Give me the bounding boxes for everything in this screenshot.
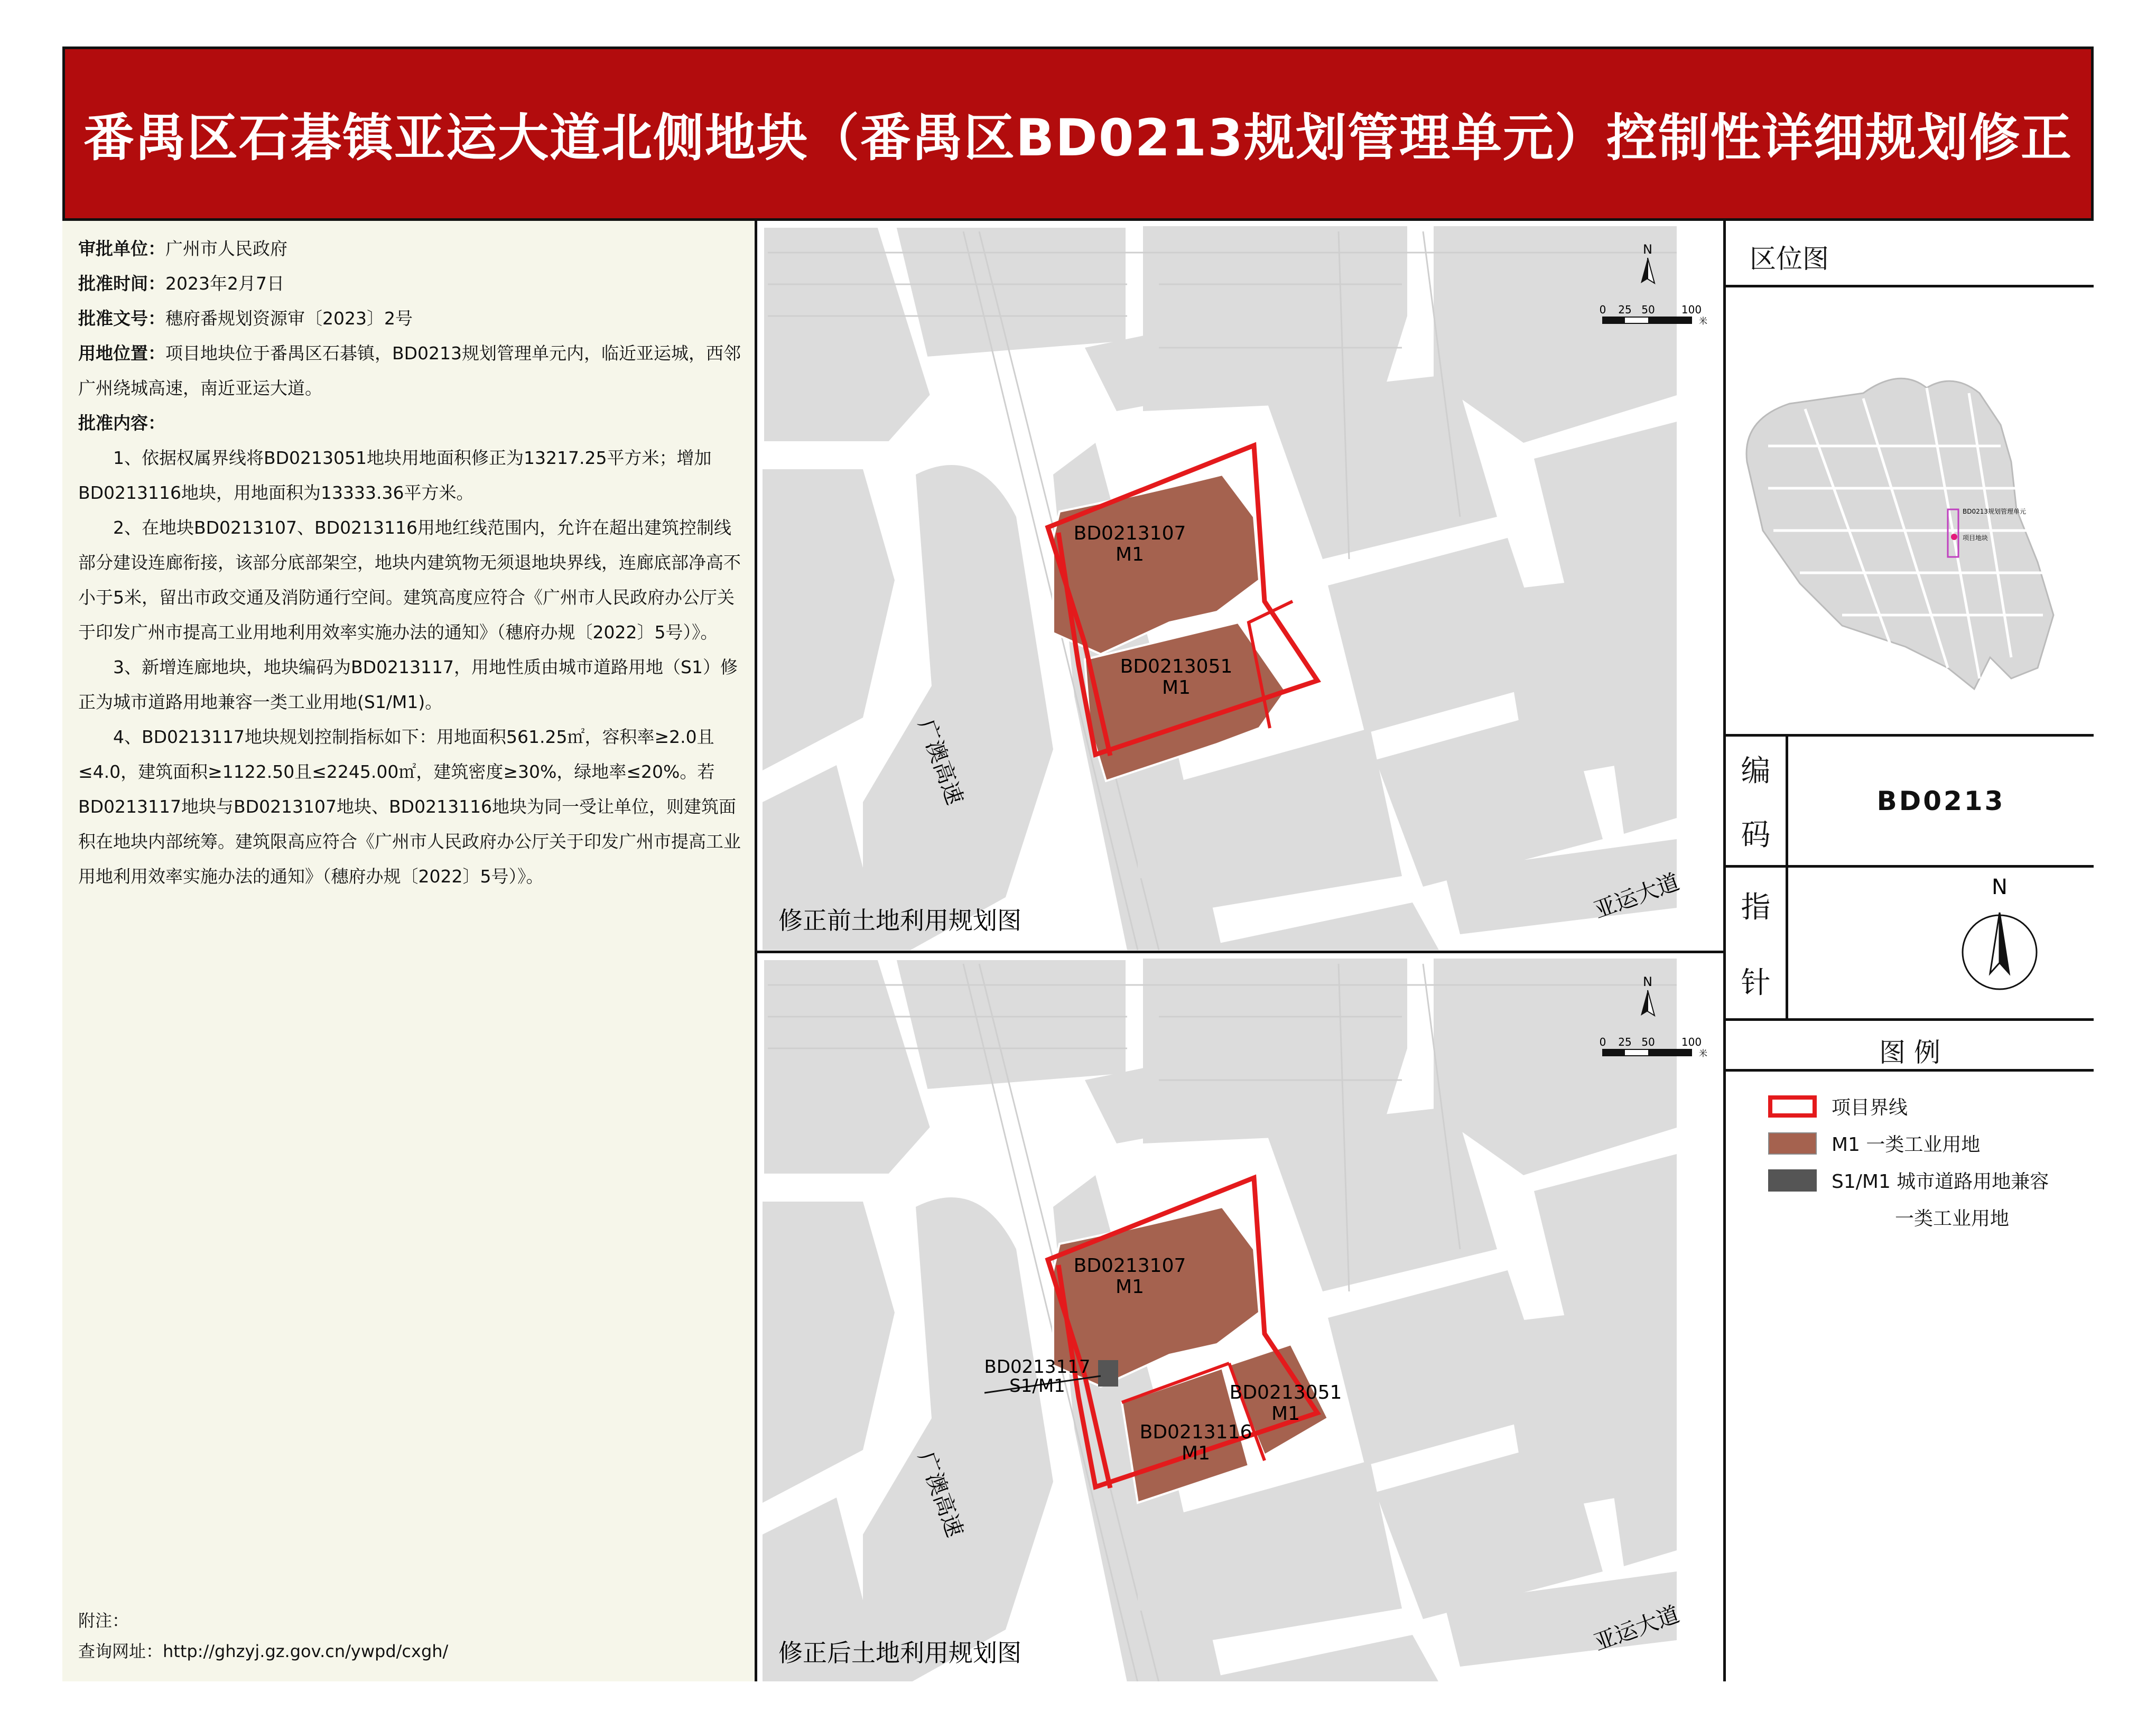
location-row	[78, 336, 741, 406]
legend-item-m1	[1768, 1130, 1980, 1157]
label-m1-107-after: M1	[1116, 1276, 1144, 1298]
legend-label-s1m1: S1/M1 城市道路用地兼容	[1832, 1171, 2049, 1193]
label-bd0213107-after: BD0213107	[1073, 1255, 1186, 1277]
compass-cell	[1726, 868, 2094, 1021]
note-label: 附注：	[78, 1611, 129, 1631]
scale-100-after: 100	[1681, 1036, 1702, 1048]
approval-doc: 穗府番规划资源审〔2023〕2号	[165, 308, 413, 329]
location-legend-unit: BD0213规划管理单元	[1963, 508, 2027, 515]
legend-item-boundary	[1768, 1093, 1908, 1120]
scale-unit-after: 米	[1699, 1048, 1708, 1058]
url-label: 查询网址：	[78, 1641, 163, 1661]
legend-label-s1m1-2: 一类工业用地	[1895, 1208, 2010, 1230]
approval-time-label: 批准时间：	[78, 273, 165, 294]
code-char-1: 编	[1741, 754, 1771, 788]
content-item-3: 3、新增连廊地块，地块编码为BD0213117，用地性质由城市道路用地（S1）修正为城市道路用地兼容一类工业用地(S1/M1)。	[78, 657, 738, 712]
note-block	[78, 1605, 448, 1667]
approval-unit: 广州市人民政府	[165, 238, 287, 259]
road-highway-before: 广澳高速	[913, 715, 969, 808]
approval-info	[78, 231, 741, 894]
s1m1-swatch	[1768, 1169, 1817, 1192]
scale-50-after: 50	[1641, 1036, 1655, 1048]
map-before-title: 修正前土地利用规划图	[778, 906, 1021, 935]
map-after	[757, 953, 1723, 1681]
approval-doc-row	[78, 301, 741, 336]
content-item-1: 1、依据权属界线将BD0213051地块用地面积修正为13217.25平方米；增加BD0213116地块，用地面积为13333.36平方米。	[78, 448, 712, 503]
query-url[interactable]: http://ghzyj.gz.gov.cn/ywpd/cxgh/	[163, 1641, 449, 1661]
location-map	[1726, 287, 2094, 734]
north-label-before: N	[1643, 242, 1652, 257]
location-text: 项目地块位于番禺区石碁镇，BD0213规划管理单元内，临近亚运城，西邻广州绕城高速，南近亚运大道。	[78, 343, 741, 398]
map-after-title: 修正后土地利用规划图	[778, 1639, 1021, 1667]
content-item-2: 2、在地块BD0213107、BD0213116用地红线范围内，允许在超出建筑控制线部分建设连廊衔接，该部分底部架空，地块内建筑物无须退地块界线，连廊底部净高不小于5米，留出市政交通及消防通行空间。建筑高度应符合《广州市人民政府办公厅关于印发广州市提高工业用地利用效率实施办法的通知》（穗府办规〔2022〕5号）》。	[78, 517, 741, 643]
label-bd0213051-after: BD0213051	[1229, 1382, 1342, 1403]
scale-50-before: 50	[1641, 303, 1655, 316]
map-divider	[757, 951, 1726, 953]
legend-title: 图 例	[1879, 1037, 1940, 1068]
code-char-2: 码	[1741, 818, 1771, 853]
project-location-marker	[1951, 534, 1957, 540]
legend-body	[1726, 1072, 2094, 1283]
location-legend-project: 项目地块	[1963, 534, 1988, 542]
url-row	[78, 1636, 448, 1667]
m1-swatch	[1768, 1132, 1817, 1155]
content-label: 批准内容：	[78, 413, 165, 433]
label-bd0213116-after: BD0213116	[1139, 1421, 1252, 1443]
location-label: 用地位置：	[78, 343, 165, 364]
side-panel	[1726, 221, 2094, 1681]
approval-unit-row	[78, 231, 741, 266]
label-bd0213051-before: BD0213051	[1120, 656, 1233, 677]
legend-label-boundary: 项目界线	[1832, 1097, 1908, 1119]
label-m1-051-before: M1	[1162, 677, 1191, 699]
label-s1m1-117-after: S1/M1	[1009, 1375, 1065, 1397]
scale-0-after: 0	[1599, 1036, 1606, 1048]
scale-unit-before: 米	[1699, 316, 1708, 326]
scale-25-after: 25	[1618, 1036, 1632, 1048]
approval-time: 2023年2月7日	[165, 273, 284, 294]
legend-item-s1m1	[1768, 1167, 2049, 1194]
approval-doc-label: 批准文号：	[78, 308, 165, 329]
compass-label	[1726, 868, 1788, 1018]
page-title: 番禺区石碁镇亚运大道北侧地块（番禺区BD0213规划管理单元）控制性详细规划修正	[83, 108, 2073, 168]
code-label	[1726, 737, 1788, 865]
road-avenue-before: 亚运大道	[1590, 868, 1683, 924]
location-title-cell	[1726, 221, 2094, 287]
compass-needle-icon	[1990, 913, 2000, 973]
compass	[1788, 868, 2094, 1018]
map-before	[757, 221, 1723, 950]
title-banner	[62, 46, 2094, 221]
legend-item-s1m1-line2	[1895, 1204, 2009, 1231]
legend-title-cell	[1726, 1021, 2094, 1072]
label-m1-116-after: M1	[1182, 1443, 1210, 1464]
location-map-cell	[1726, 287, 2094, 737]
label-m1-107-before: M1	[1116, 544, 1144, 565]
code-cell	[1726, 737, 2094, 868]
info-panel	[62, 221, 757, 1681]
scale-100-before: 100	[1681, 303, 1702, 316]
parcel-bd0213117-after[interactable]	[1098, 1360, 1118, 1387]
road-avenue-after: 亚运大道	[1590, 1601, 1683, 1656]
label-m1-051-after: M1	[1271, 1403, 1300, 1425]
content-item-4: 4、BD0213117地块规划控制指标如下：用地面积561.25㎡，容积率≥2.0且≤4.0，建筑面积≥1122.50且≤2245.00㎡，建筑密度≥30%，绿地率≤20%。若BD0213117地块与BD0213107地块、BD0213116地块为同一受让单位，则建筑面积在地块内部统筹。建筑限高应符合《广州市人民政府办公厅关于印发广州市提高工业用地利用效率实施办法的通知》（穗府办规〔2022〕5号）》。	[78, 727, 741, 887]
label-bd0213117-after: BD0213117	[984, 1356, 1091, 1378]
compass-char-2: 针	[1741, 965, 1771, 1000]
approval-time-row	[78, 266, 741, 301]
scale-25-before: 25	[1618, 303, 1632, 316]
unit-code: BD0213	[1876, 785, 2005, 816]
north-label-after: N	[1643, 974, 1652, 989]
boundary-swatch	[1768, 1095, 1817, 1118]
scale-0-before: 0	[1599, 303, 1606, 316]
compass-n-label: N	[1992, 875, 2008, 899]
legend-label-m1: M1 一类工业用地	[1832, 1134, 1981, 1156]
approval-unit-label: 审批单位：	[78, 238, 165, 259]
road-highway-after: 广澳高速	[913, 1448, 969, 1541]
label-bd0213107-before: BD0213107	[1073, 523, 1186, 544]
location-title: 区位图	[1750, 244, 1829, 274]
compass-char-1: 指	[1741, 890, 1771, 925]
